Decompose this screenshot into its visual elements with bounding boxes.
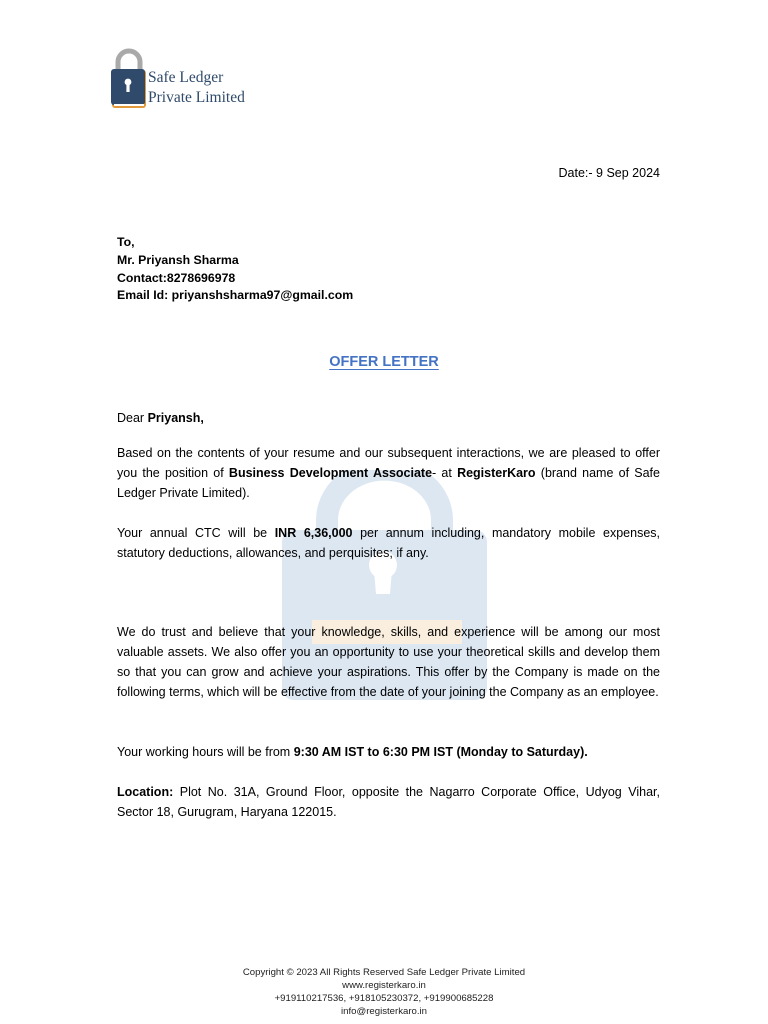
recipient-to: To, bbox=[117, 235, 135, 249]
brand-name: RegisterKaro bbox=[457, 465, 536, 480]
footer-copyright: Copyright © 2023 All Rights Reserved Safe Ledger Private Limited bbox=[242, 967, 526, 978]
recipient-email: Email Id: priyanshsharma97@gmail.com bbox=[117, 288, 354, 303]
footer-email: info@registerkaro.in bbox=[341, 1006, 427, 1017]
company-name-line1: Safe Ledger bbox=[148, 69, 224, 86]
paragraph-text: per annum including, mandatory mobile expenses, statutory deductions, allowances, and perquisites; if any. bbox=[117, 526, 660, 560]
paragraph-text: (brand name of Safe Ledger Private Limited). bbox=[117, 465, 660, 500]
footer bbox=[0, 966, 768, 1018]
paragraph-location bbox=[117, 783, 660, 823]
recipient-contact: Contact:8278696978 bbox=[117, 270, 236, 285]
footer-phones: +919110217536, +918105230372, +919900685228 bbox=[274, 993, 494, 1004]
location-address: Plot No. 31A, Ground Floor, opposite the Nagarro Corporate Office, Udyog Vihar, Sector 18, Gurugram, Haryana 122015. bbox=[117, 785, 660, 819]
greeting-name: Priyansh, bbox=[147, 411, 204, 425]
ctc-amount: INR 6,36,000 bbox=[274, 526, 353, 540]
greeting bbox=[117, 409, 204, 429]
paragraph-hours bbox=[117, 743, 588, 763]
recipient-block bbox=[117, 234, 353, 305]
greeting-prefix: Dear bbox=[117, 411, 148, 425]
paragraph-ctc bbox=[117, 524, 660, 564]
working-hours: 9:30 AM IST to 6:30 PM IST (Monday to Saturday). bbox=[293, 745, 588, 759]
position-title: Business Development Associate bbox=[228, 465, 433, 480]
paragraph-terms: We do trust and believe that your knowledge, skills, and experience will be among our most valuable assets. We also offer you an opportunity to use your theoretical skills and develop them so that you can grow and achieve your aspirations. This offer by the Company is made on the following terms, which will be effective from the date of your joining the Company as an employee. bbox=[117, 625, 660, 699]
paragraph-text: Based on the contents of your resume and our subsequent interactions, we are pleased to offer you the position of bbox=[117, 446, 660, 480]
company-logo bbox=[110, 48, 270, 110]
paragraph-position bbox=[117, 444, 660, 504]
paragraph-text: Your working hours will be from bbox=[117, 745, 294, 759]
paragraph-text: - at bbox=[432, 465, 458, 480]
padlock-book-icon bbox=[110, 48, 148, 110]
footer-website: www.registerkaro.in bbox=[342, 980, 426, 991]
recipient-name: Mr. Priyansh Sharma bbox=[117, 252, 239, 267]
paragraph-text: Your annual CTC will be bbox=[117, 526, 275, 540]
letter-date: Date:- 9 Sep 2024 bbox=[558, 166, 660, 180]
letter-title: OFFER LETTER bbox=[329, 354, 439, 370]
company-name-line2: Private Limited bbox=[148, 89, 245, 106]
location-label: Location: bbox=[117, 785, 174, 799]
